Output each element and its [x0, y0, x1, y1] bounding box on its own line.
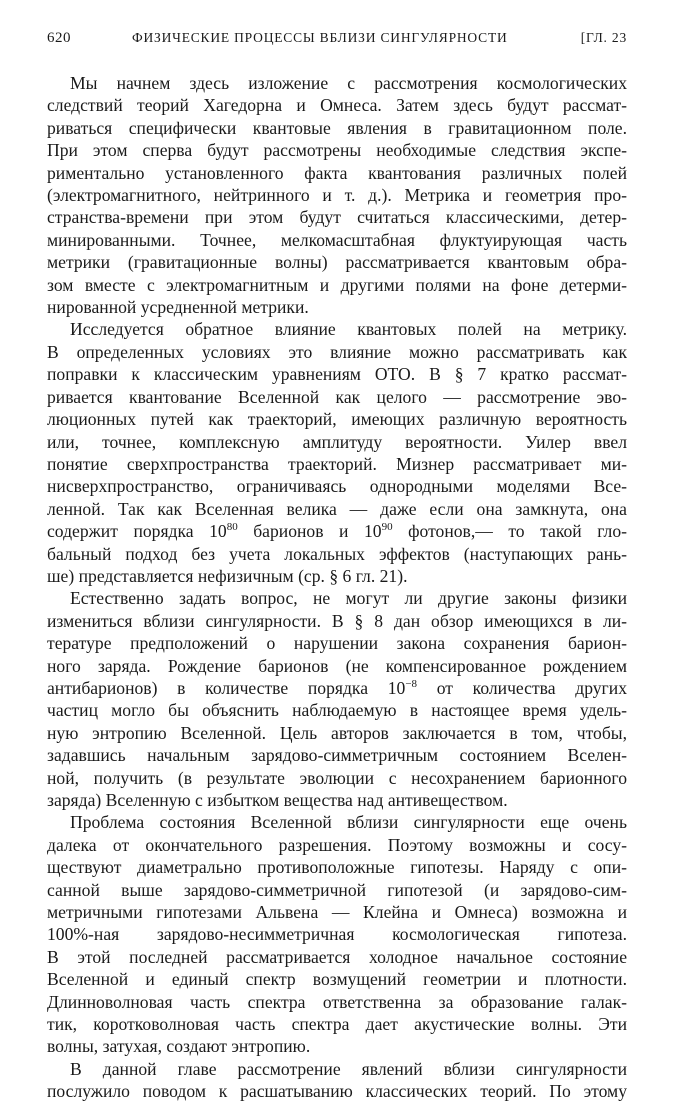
- text-line: нированной усредненной метрики.: [47, 297, 309, 318]
- text-line: задавшись начальным зарядово-симметричным состоянием Вселен-: [47, 745, 627, 766]
- exponent: 90: [381, 521, 393, 534]
- chapter-reference: [ГЛ. 23: [580, 30, 627, 45]
- text-line: далека от окончательного разрешения. Поэтому возможны и сосу-: [47, 834, 627, 855]
- exponent: 80: [226, 521, 238, 534]
- text-line: Длинноволновая часть спектра ответственна за образование галак-: [47, 991, 627, 1012]
- text-line: ществуют диаметрально противоположные гипотезы. Наряду с опи-: [47, 857, 627, 878]
- text-line: тик, коротковолновая часть спектра дает акустические волны. Эти: [47, 1014, 627, 1035]
- text-fragment: фотонов,— то такой гло-: [392, 521, 627, 542]
- text-line: метрики (гравитационные волны) рассматривается квантовым обра-: [47, 252, 627, 273]
- text-line: бальный подход без учета локальных эффектов (наступающих рань-: [47, 543, 627, 564]
- text-line: измениться вблизи сингулярности. В § 8 дан обзор имеющихся в ли-: [47, 610, 627, 631]
- text-line: ленной. Так как Вселенная велика — даже если она замкнута, она: [47, 498, 627, 519]
- text-line: В данной главе рассмотрение явлений вблизи сингулярности: [70, 1058, 627, 1079]
- text-line: риментально установленного факта квантования различных полей: [47, 162, 627, 183]
- text-line: зом вместе с электромагнитным и другими полями на фоне детерми-: [47, 274, 627, 295]
- text-line: тературе предположений о нарушении закона сохранения барион-: [47, 633, 627, 654]
- text-line: [47, 677, 627, 699]
- paragraph-2: [47, 318, 627, 587]
- text-line: ную энтропию Вселенной. Цель авторов заключается в том, чтобы,: [47, 722, 627, 743]
- text-line: Исследуется обратное влияние квантовых полей на метрику.: [70, 319, 627, 340]
- text-line: В этой последней рассматривается холодное начальное состояние: [47, 946, 627, 967]
- text-line: метричными гипотезами Альвена — Клейна и Омнеса) возможна и: [47, 902, 627, 923]
- text-line: санной выше зарядово-симметричной гипотезой (и зарядово-сим-: [47, 879, 627, 900]
- text-line: ной, получить (в результате эволюции с несохранением барионного: [47, 767, 627, 788]
- text-line: нисверхпространство, ограничиваясь однородными моделями Все-: [47, 476, 627, 497]
- text-line: понятие сверхпространства траекторий. Мизнер рассматривает ми-: [47, 453, 627, 474]
- text-fragment: барионов и 10: [237, 521, 382, 542]
- text-line: В определенных условиях это влияние можно рассматривать как: [47, 341, 627, 362]
- paragraph-5: [47, 1058, 627, 1103]
- text-line: странства-времени при этом будут считаться классическими, детер-: [47, 207, 627, 228]
- text-line: При этом сперва будут рассмотрены необходимые следствия экспе-: [47, 140, 627, 161]
- running-title: ФИЗИЧЕСКИЕ ПРОЦЕССЫ ВБЛИЗИ СИНГУЛЯРНОСТИ: [132, 30, 508, 45]
- text-fragment: содержит порядка 10: [47, 521, 227, 542]
- text-line: послужило поводом к расшатыванию классических теорий. По этому: [47, 1081, 627, 1102]
- text-line: люционных путей как траекторий, имеющих различную вероятность: [47, 409, 627, 430]
- text-fragment: антибарионов) в количестве порядка 10: [47, 677, 406, 698]
- text-line: риваться специфически квантовые явления в гравитационном поле.: [47, 117, 627, 138]
- text-line: следствий теорий Хагедорна и Омнеса. Затем здесь будут рассмат-: [47, 95, 627, 116]
- paragraph-4: [47, 811, 627, 1057]
- text-line: ного заряда. Рождение барионов (не компенсированное рождением: [47, 655, 627, 676]
- text-line: Вселенной и единый спектр возмущений геометрии и плотности.: [47, 969, 627, 990]
- text-line: поправки к классическим уравнениям ОТО. В § 7 кратко рассмат-: [47, 364, 627, 385]
- paragraph-1: [47, 72, 627, 318]
- text-line: Естественно задать вопрос, не могут ли другие законы физики: [70, 588, 627, 609]
- body-text: [47, 72, 627, 1103]
- text-line: ривается квантование Вселенной как целого — рассмотрение эво-: [47, 386, 627, 407]
- text-line: ше) представляется нефизичным (ср. § 6 гл. 21).: [47, 565, 408, 586]
- text-line: или, точнее, комплексную амплитуду вероятности. Уилер ввел: [47, 431, 627, 452]
- text-line: 100%-ная зарядово-несимметричная космологическая гипотеза.: [47, 924, 627, 945]
- text-line: (электромагнитного, нейтринного и т. д.). Метрика и геометрия про-: [47, 185, 627, 206]
- text-line: волны, затухая, создают энтропию.: [47, 1036, 311, 1057]
- text-line: заряда) Вселенную с избытком вещества над антивеществом.: [47, 790, 508, 810]
- text-line: Мы начнем здесь изложение с рассмотрения космологических: [70, 73, 627, 93]
- text-line: частиц могло бы объяснить наблюдаемую в настоящее время удель-: [47, 700, 627, 721]
- text-line: [47, 520, 627, 542]
- running-head: [47, 30, 627, 52]
- text-line: Проблема состояния Вселенной вблизи сингулярности еще очень: [70, 812, 627, 833]
- exponent: −8: [405, 677, 418, 690]
- text-fragment: от количества других: [417, 677, 627, 698]
- page-number: 620: [47, 30, 71, 46]
- paragraph-3: [47, 587, 627, 811]
- text-line: минированными. Точнее, мелкомасштабная флуктуирующая часть: [47, 229, 627, 250]
